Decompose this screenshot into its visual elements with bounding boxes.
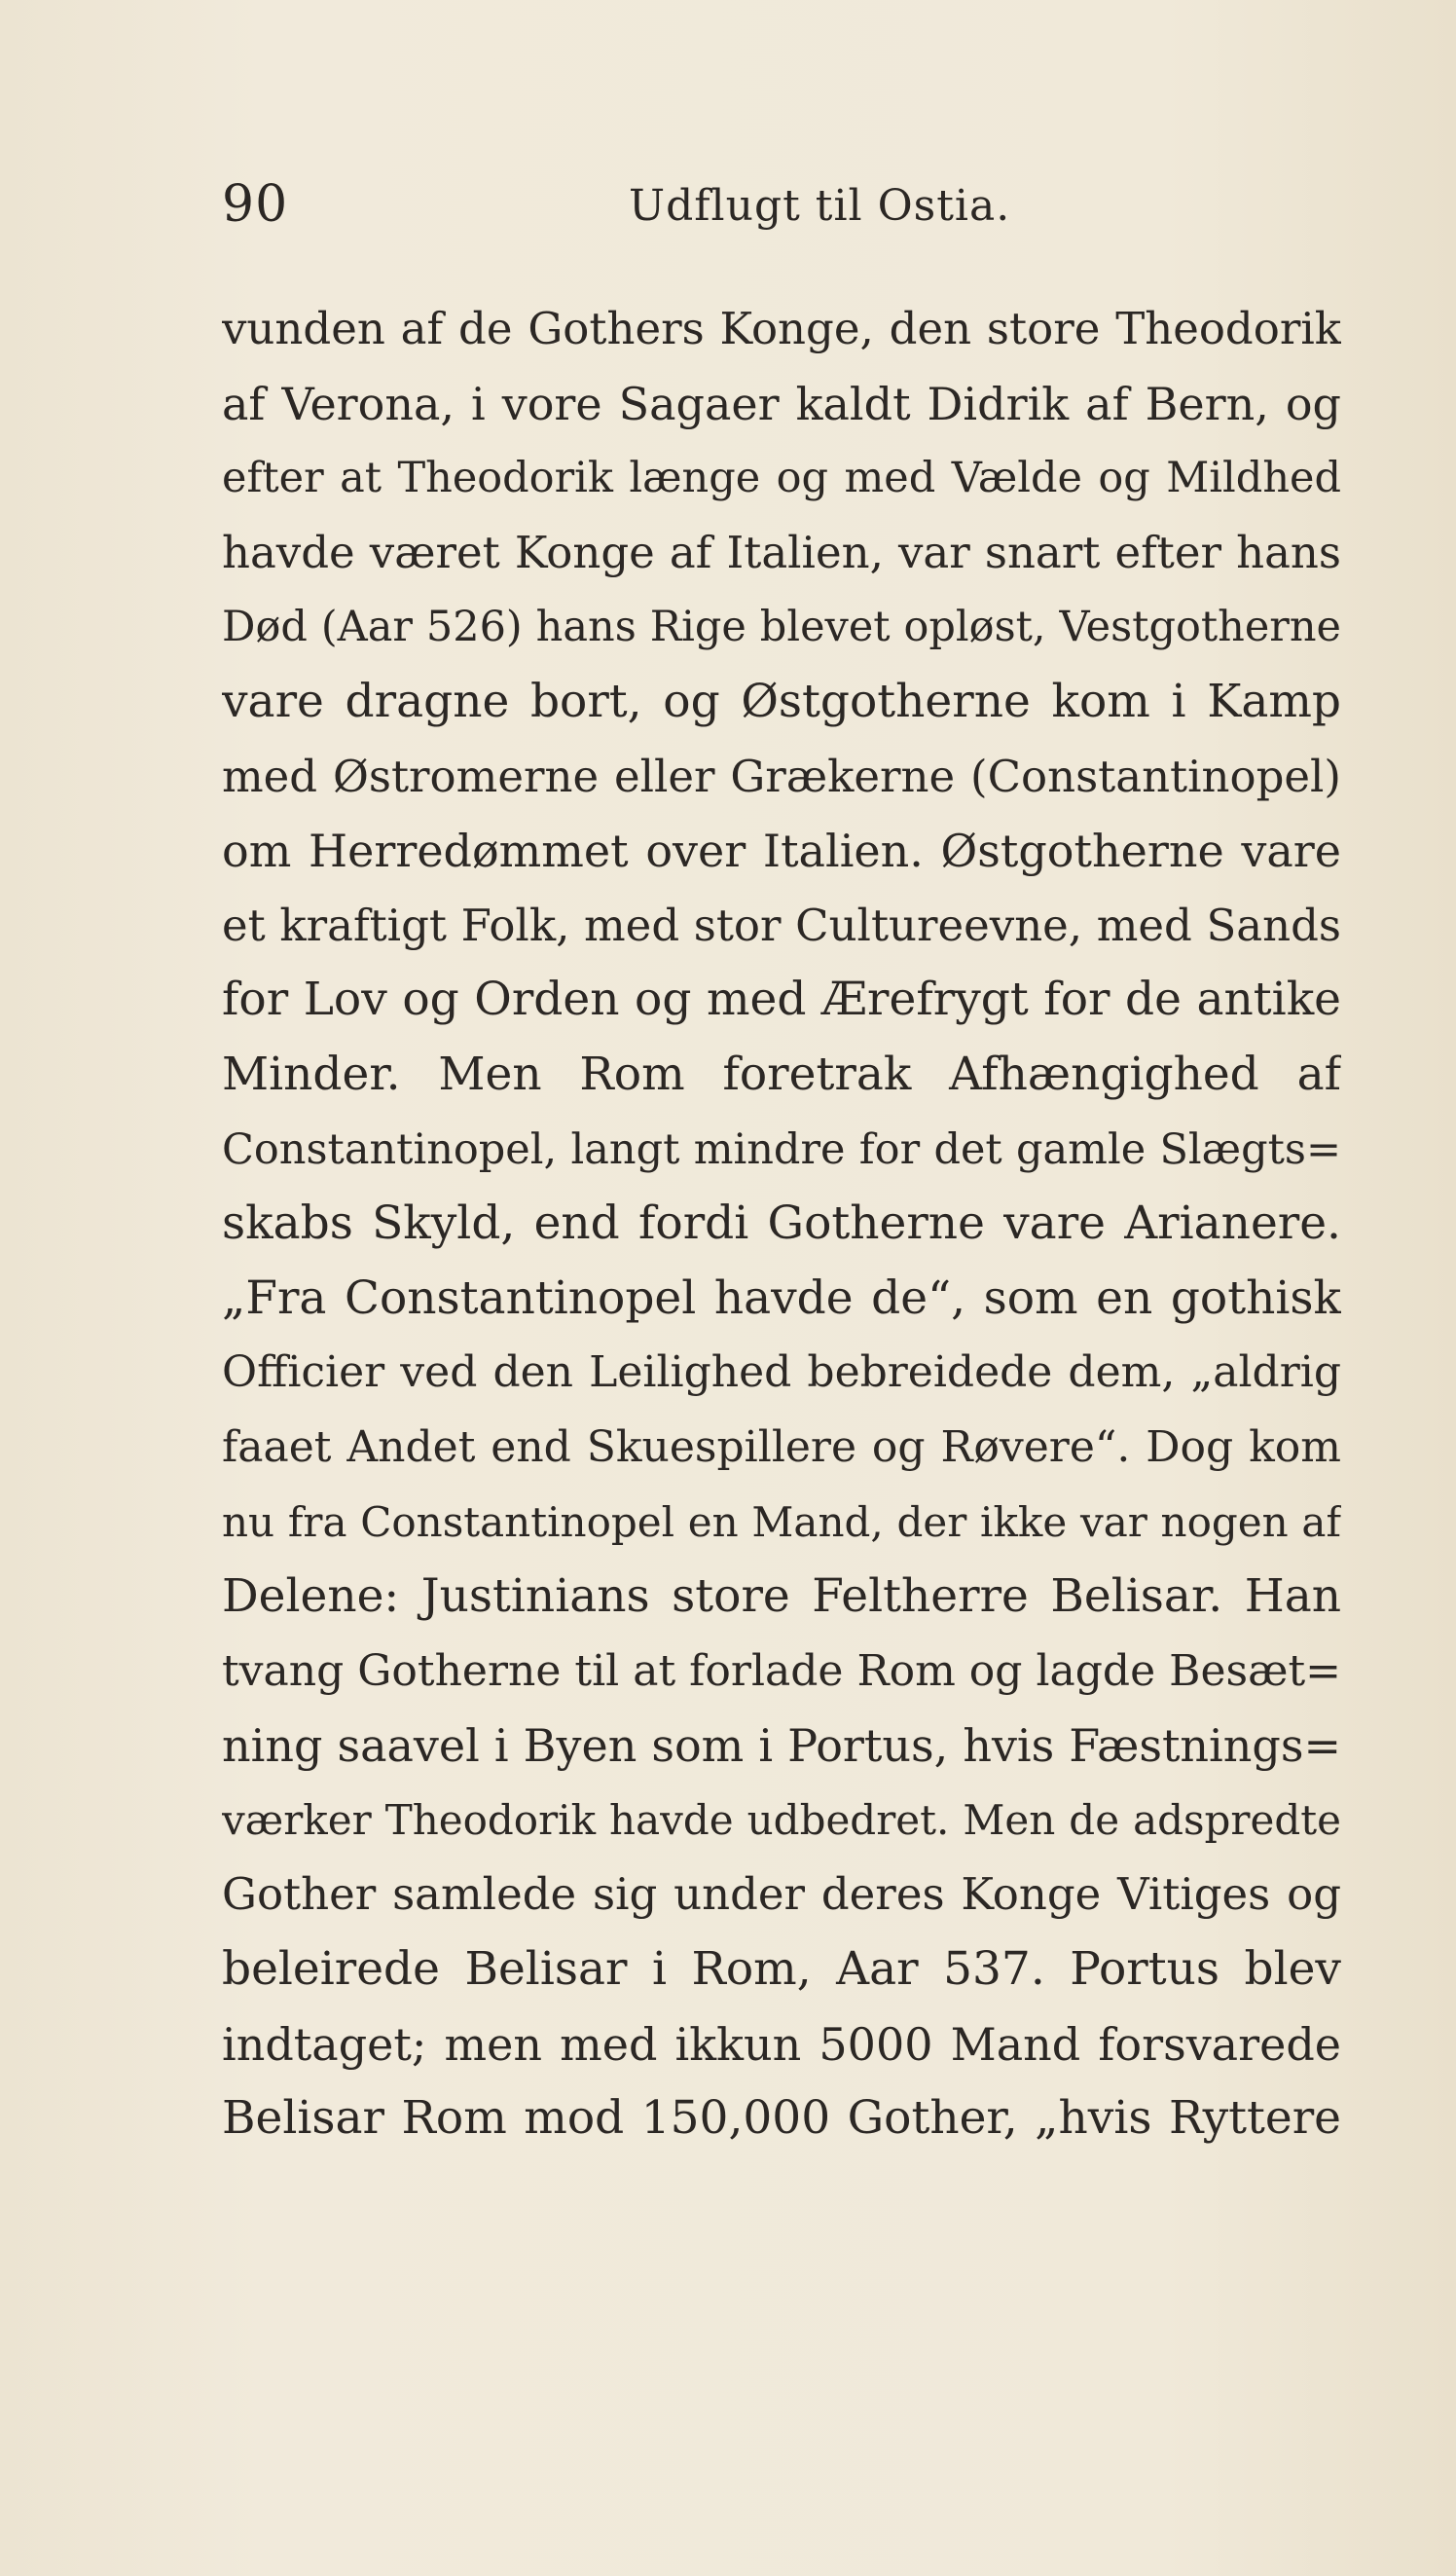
text-line: Gother samlede sig under deres Konge Vitiges og: [222, 1868, 1341, 1921]
text-line: med Østromerne eller Grækerne (Constantinopel): [222, 750, 1341, 802]
text-line: for Lov og Orden og med Ærefrygt for de antike: [222, 973, 1341, 1027]
text-line: faaet Andet end Skuespillere og Røvere“. Dog kom: [222, 1421, 1341, 1472]
text-line: vare dragne bort, og Østgotherne kom i Kamp: [222, 674, 1341, 728]
text-line: af Verona, i vore Sagaer kaldt Didrik af Bern, og: [222, 377, 1341, 430]
text-line: Minder. Men Rom foretrak Afhængighed af: [222, 1047, 1341, 1101]
page-header: [222, 175, 1341, 243]
text-line: ning saavel i Byen som i Portus, hvis Fæstnings=: [222, 1719, 1341, 1773]
text-line: Død (Aar 526) hans Rige blevet opløst, Vestgotherne: [222, 603, 1341, 652]
text-line: nu fra Constantinopel en Mand, der ikke var nogen af: [222, 1497, 1341, 1546]
text-line: „Fra Constantinopel havde de“, som en gothisk: [222, 1270, 1341, 1325]
text-line: Officier ved den Leilighed bebreidede dem, „aldrig: [222, 1347, 1341, 1398]
running-head: Udflugt til Ostia.: [629, 181, 1011, 231]
text-line: værker Theodorik havde udbedret. Men de adspredte: [222, 1795, 1341, 1844]
text-line: efter at Theodorik længe og med Vælde og Mildhed: [222, 454, 1341, 503]
page-number: 90: [222, 175, 289, 234]
text-line: skabs Skyld, end fordi Gotherne vare Arianere.: [222, 1196, 1341, 1251]
text-line: indtaget; men med ikkun 5000 Mand forsvarede: [222, 2017, 1341, 2071]
text-line: Belisar Rom mod 150,000 Gother, „hvis Ryttere: [222, 2091, 1341, 2146]
text-line: beleirede Belisar i Rom, Aar 537. Portus blev: [222, 1942, 1341, 1997]
text-line: Constantinopel, langt mindre for det gamle Slægts=: [222, 1124, 1341, 1174]
text-line: Delene: Justinians store Feltherre Belisar. Han: [222, 1569, 1341, 1624]
text-line: havde været Konge af Italien, var snart efter hans: [222, 526, 1341, 578]
body-text: [222, 292, 1341, 2156]
text-line: tvang Gotherne til at forlade Rom og lagde Besæt=: [222, 1645, 1341, 1696]
text-line: et kraftigt Folk, med stor Cultureevne, med Sands: [222, 899, 1341, 951]
text-line: vunden af de Gothers Konge, den store Theodorik: [222, 303, 1341, 354]
text-line: om Herredømmet over Italien. Østgotherne vare: [222, 825, 1341, 878]
